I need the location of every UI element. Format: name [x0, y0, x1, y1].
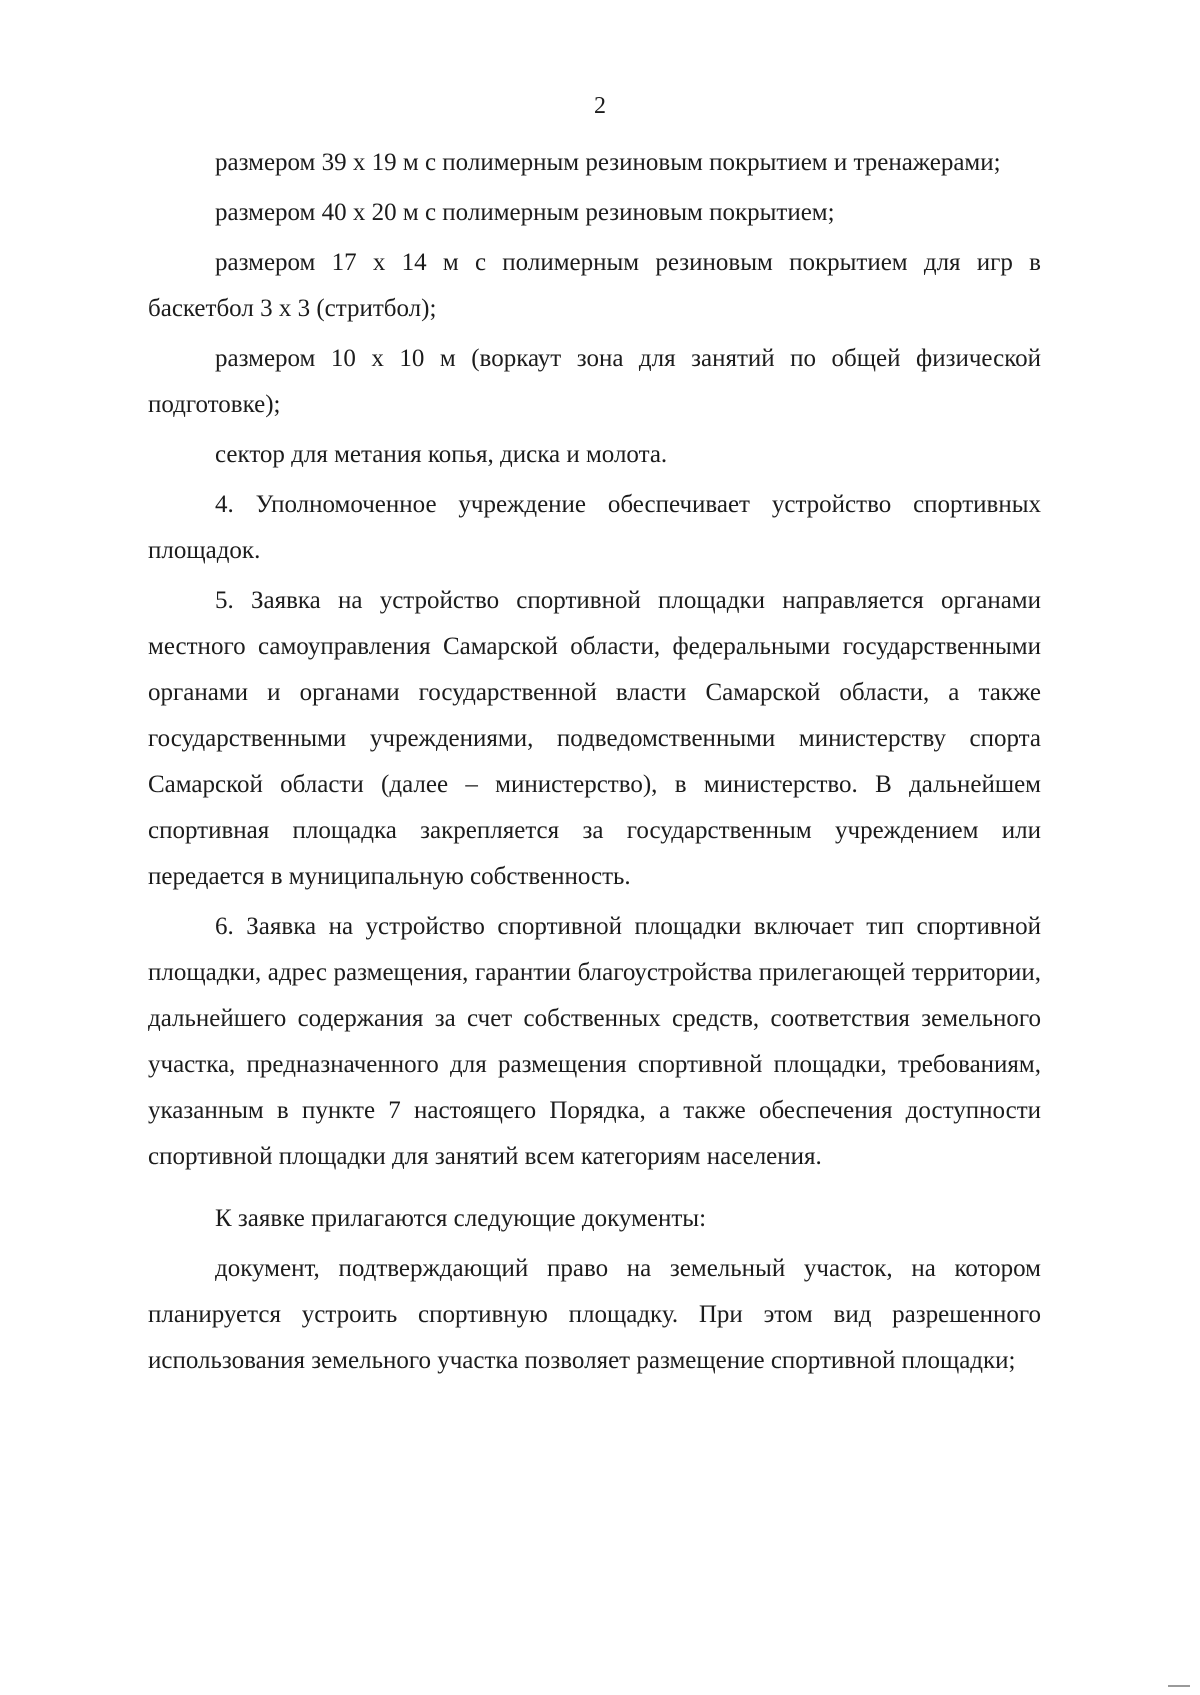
paragraph-field-10x10: размером 10 х 10 м (воркаут зона для занятий по общей физической подготовке); [148, 345, 1041, 418]
paragraph-item-5: 5. Заявка на устройство спортивной площадки направляется органами местного самоуправления Самарской области, федеральными государственными органами и органами государственной власти Самарской области, а также государственными учреждениями, подведомственными министерству спорта Самарской области (далее – министерство), в министерство. В дальнейшем спортивная площадка закрепляется за государственным учреждением или передается в муниципальную собственность. [148, 587, 1041, 890]
document-body [148, 140, 1041, 1384]
paragraph-field-17x14: размером 17 х 14 м с полимерным резиновым покрытием для игр в баскетбол 3 х 3 (стритбол); [148, 249, 1041, 322]
paragraph-item-4: 4. Уполномоченное учреждение обеспечивает устройство спортивных площадок. [148, 491, 1041, 564]
paragraph-throwing-sector: сектор для метания копья, диска и молота. [215, 441, 668, 468]
paragraph-field-40x20: размером 40 х 20 м с полимерным резиновым покрытием; [215, 199, 835, 226]
scan-edge-mark [1168, 1685, 1190, 1687]
paragraph-land-document: документ, подтверждающий право на земельный участок, на котором планируется устроить спортивную площадку. При этом вид разрешенного использования земельного участка позволяет размещение спортивной площадки; [148, 1255, 1041, 1374]
paragraph-field-39x19: размером 39 х 19 м с полимерным резиновым покрытием и тренажерами; [215, 149, 1001, 176]
paragraph-item-6: 6. Заявка на устройство спортивной площадки включает тип спортивной площадки, адрес размещения, гарантии благоустройства прилегающей территории, дальнейшего содержания за счет собственных средств, соответствия земельного участка, предназначенного для размещения спортивной площадки, требованиям, указанным в пункте 7 настоящего Порядка, а также обеспечения доступности спортивной площадки для занятий всем категориям населения. [148, 913, 1041, 1170]
page-number: 2 [594, 93, 606, 119]
paragraph-attachments-intro: К заявке прилагаются следующие документы: [215, 1205, 707, 1232]
